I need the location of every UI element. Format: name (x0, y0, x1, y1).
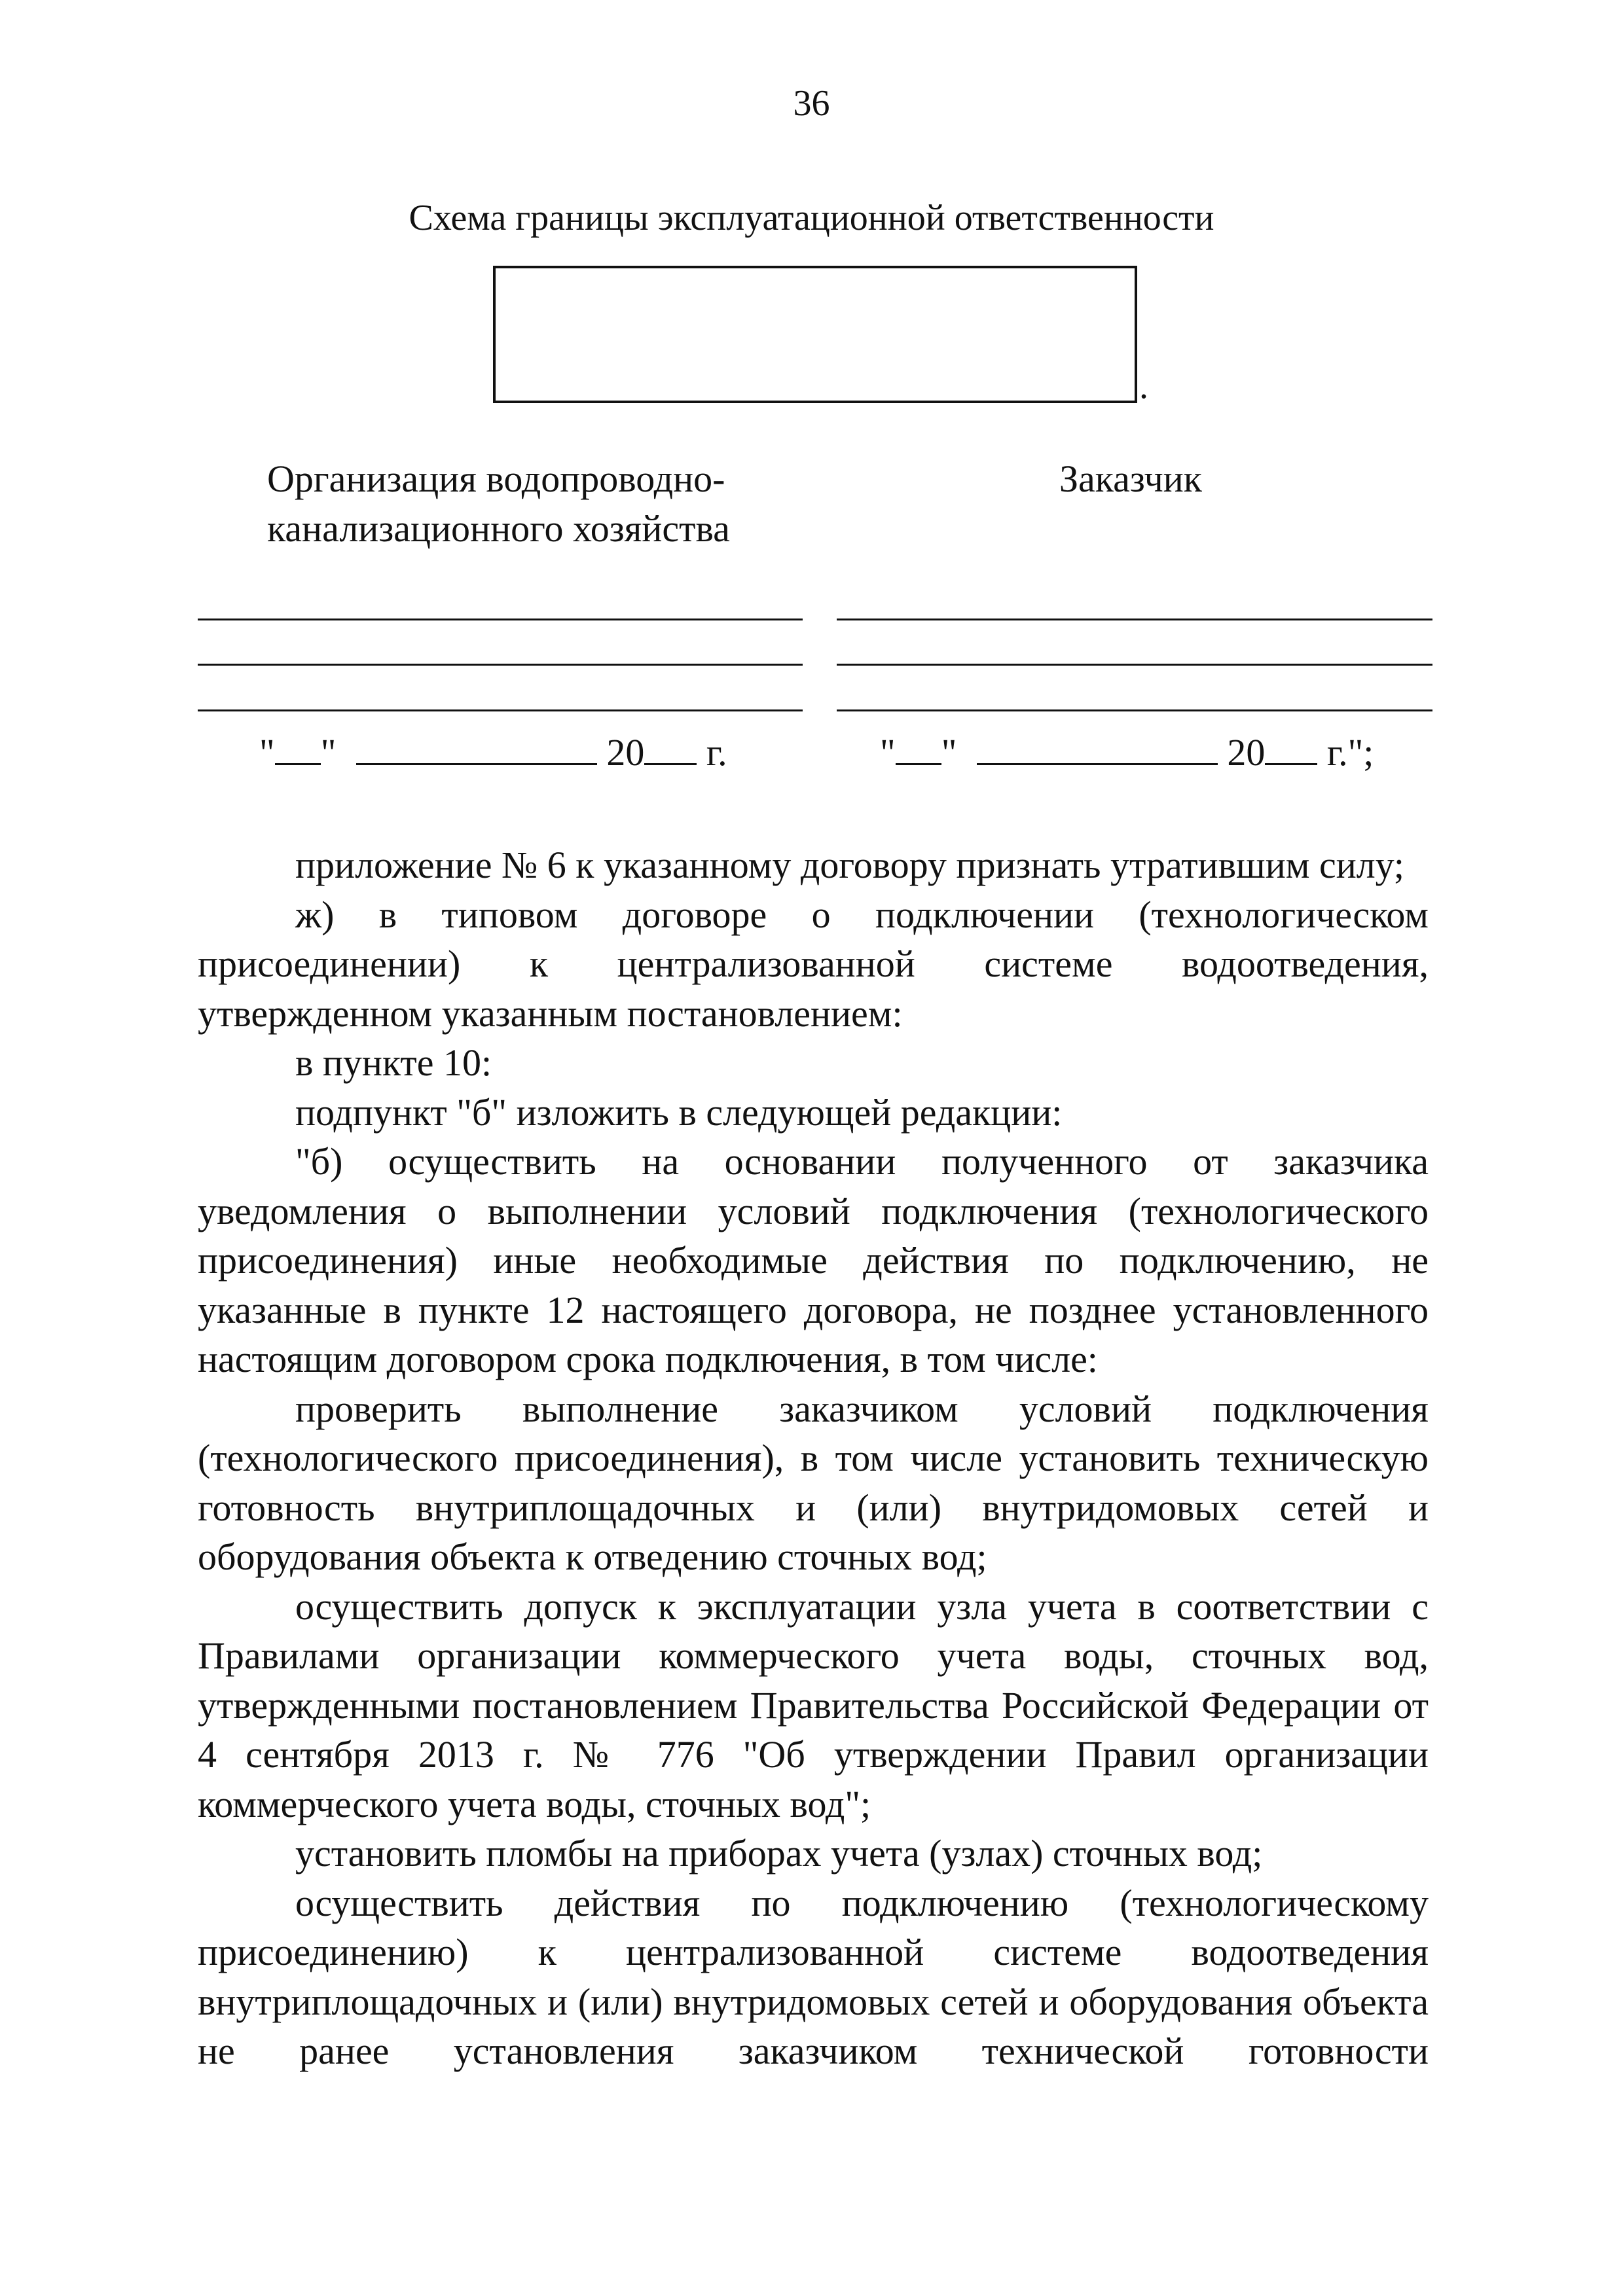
scheme-box (493, 266, 1137, 403)
paragraph-connection-actions: осуществить действия по подключению (технологическому присоединению) к централизованной системе водоотведения внутриплощадочных и (или) внутридомовых сетей и оборудования объекта не ранее установления заказчиком технической готовности (198, 1881, 1429, 2072)
left-date-year-blank (644, 732, 697, 765)
right-date-year-blank (1265, 732, 1317, 765)
paragraph-subclause-b: "б) осуществить на основании полученного от заказчика уведомления о выполнении условий подключения (технологического присоединения) иные необходимые действия по подключению, не указанные в пункте 12 настоящего договора, не позднее установленного настоящим договором срока подключения, в том числе: (198, 1140, 1429, 1380)
left-party-label-line2: канализационного хозяйства (267, 507, 730, 550)
right-date-suffix: г."; (1326, 731, 1374, 774)
right-date-year-prefix: 20 (1227, 731, 1266, 774)
paragraph-appendix-6: приложение № 6 к указанному договору признать утратившим силу; (295, 844, 1405, 886)
right-party-label: Заказчик (1059, 457, 1202, 500)
right-date-month-blank (977, 732, 1218, 765)
paragraph-check-conditions: проверить выполнение заказчиком условий подключения (технологического присоединения), в том числе установить техническую готовность внутриплощадочных и (или) внутридомовых сетей и оборудования объекта к отведению сточных вод; (198, 1387, 1429, 1578)
body-text (198, 840, 1429, 2076)
scheme-trailing-dot: . (1139, 366, 1148, 406)
left-date-quote-open: " (259, 731, 275, 774)
left-date-month-blank (356, 732, 597, 765)
left-party-label-line1: Организация водопроводно- (267, 457, 725, 500)
left-date-row (259, 726, 727, 779)
left-date-day-blank (275, 732, 321, 765)
left-date-quote-close: " (320, 731, 337, 774)
left-signature-line-1 (198, 619, 803, 620)
left-date-suffix: г. (706, 731, 727, 774)
left-signature-line-2 (198, 664, 803, 666)
right-signature-line-3 (837, 709, 1432, 711)
right-date-row (880, 726, 1374, 779)
paragraph-clause-10: в пункте 10: (295, 1041, 492, 1084)
right-date-day-blank (896, 732, 941, 765)
right-signature-line-1 (837, 619, 1432, 620)
right-signature-line-2 (837, 664, 1432, 666)
page-number: 36 (793, 83, 830, 124)
right-date-quote-close: " (941, 731, 957, 774)
paragraph-item-zh: ж) в типовом договоре о подключении (технологическом присоединении) к централизованной системе водоотведения, утвержденном указанным постановлением: (198, 893, 1429, 1035)
paragraph-seals: установить пломбы на приборах учета (узлах) сточных вод; (295, 1832, 1263, 1874)
scheme-title: Схема границы эксплуатационной ответственности (409, 198, 1214, 238)
right-date-quote-open: " (880, 731, 896, 774)
paragraph-meter-admission: осуществить допуск к эксплуатации узла учета в соответствии с Правилами организации коммерческого учета воды, сточных вод, утвержденными постановлением Правительства Российской Федерации от 4 сентября 2013 г. № 776 "Об утверждении Правил организации коммерческого учета воды, сточных вод"; (198, 1585, 1429, 1825)
paragraph-subclause-b-intro: подпункт "б" изложить в следующей редакции: (295, 1090, 1063, 1134)
left-signature-line-3 (198, 709, 803, 711)
left-date-year-prefix: 20 (606, 731, 645, 774)
